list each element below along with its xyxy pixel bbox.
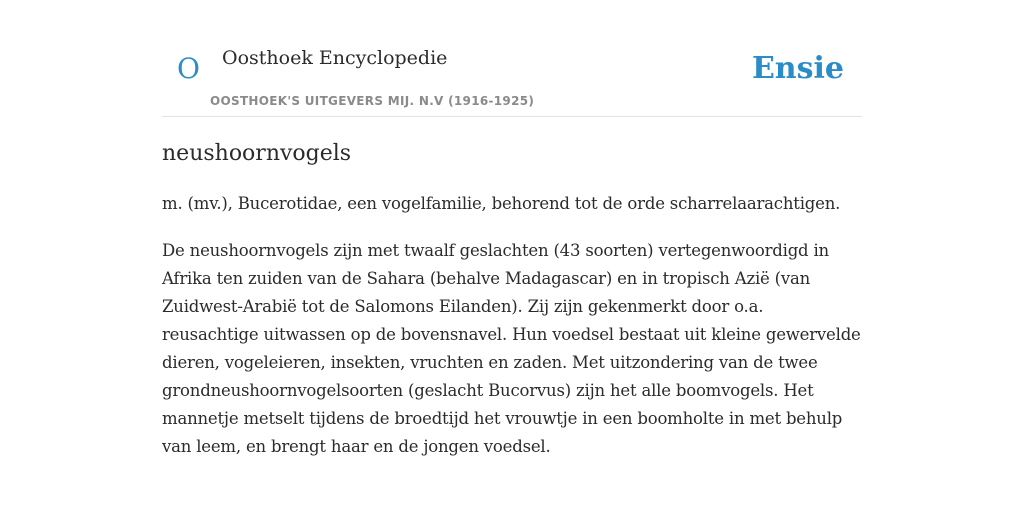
source-title-link[interactable]: Oosthoek Encyclopedie — [222, 47, 448, 69]
ensie-logo-link[interactable]: Ensie — [751, 51, 844, 86]
source-letter-badge[interactable]: O — [177, 52, 200, 85]
article-headword: neushoornvogels — [162, 141, 352, 166]
article-definition: m. (mv.), Bucerotidae, een vogelfamilie, behorend tot de orde scharrelaarachtigen. — [162, 194, 841, 213]
source-header — [162, 0, 862, 117]
source-publisher: OOSTHOEK'S UITGEVERS MIJ. N.V (1916-1925) — [210, 94, 535, 108]
article-body: De neushoornvogels zijn met twaalf geslachten (43 soorten) vertegenwoordigd in Afrika ten zuiden van de Sahara (behalve Madagascar) en in tropisch Azië (van Zuidwest-Arabië tot de Salomons Eilanden). Zij zijn gekenmerkt door o.a. reusachtige uitwassen op de bovensnavel. Hun voedsel bestaat uit kleine gewervelde dieren, vogeleieren, insekten, vruchten en zaden. Met uitzondering van de twee grondneushoornvogelsoorten (geslacht Bucorvus) zijn het alle boomvogels. Het mannetje metselt tijdens de broedtijd het vrouwtje in een boomholte in met behulp van leem, en brengt haar en de jongen voedsel. — [162, 241, 861, 456]
article — [162, 138, 862, 461]
